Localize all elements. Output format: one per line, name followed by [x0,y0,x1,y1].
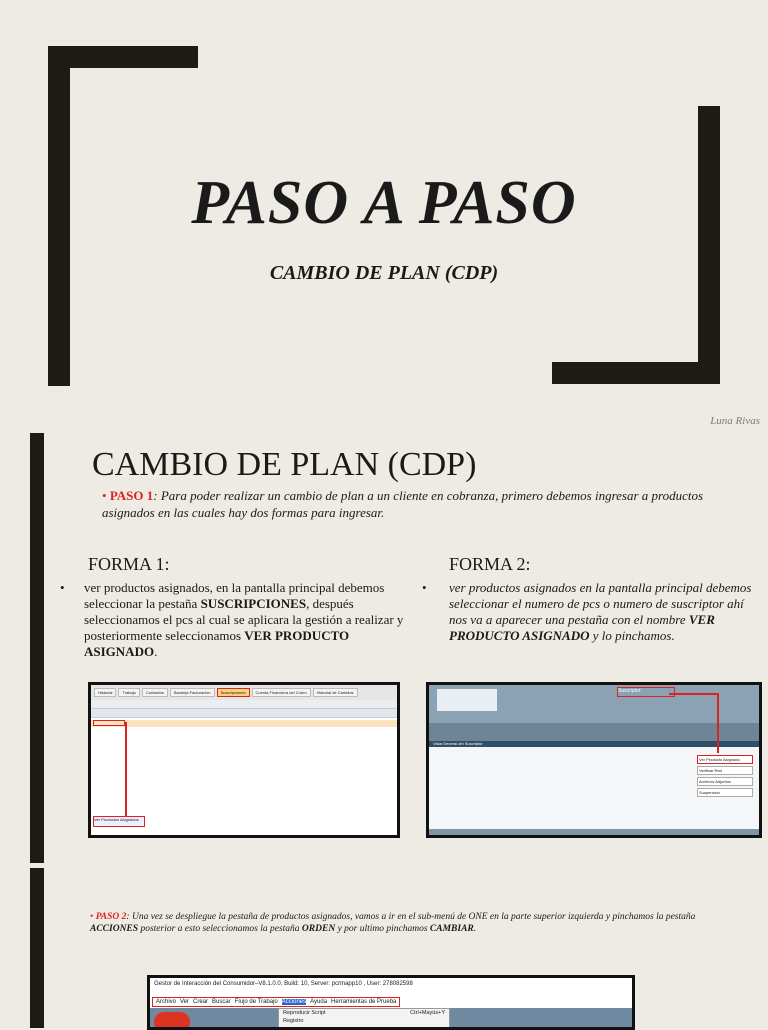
suspension-button[interactable]: Suspension [697,788,753,797]
forma1-bold-2: VER PRODUCTO ASIGNADO [84,628,350,659]
forma1-text-1: ver productos asignados, en la pantalla principal debemos seleccionar la pestaña [84,580,385,611]
ver-productos-asignados-button[interactable]: Ver Productos Asignados [93,816,145,827]
menu-archivo[interactable]: Archivo [156,999,177,1005]
subscriber-panel [429,747,759,829]
bullet-icon: • [102,488,107,503]
paso2-paragraph [90,911,730,935]
menu-bar [152,997,400,1007]
dropdown-item-shortcut: Ctrl+Mayús+Y [410,1010,445,1016]
app-logo [154,1012,190,1030]
highlight-box [93,720,125,726]
arrow-line [125,722,127,819]
tab-suscripciones[interactable]: Suscripciones [217,688,250,697]
filter-row [91,700,397,709]
forma1-paragraph [60,580,422,660]
menu-ayuda[interactable]: Ayuda [310,999,328,1005]
paso1-paragraph [102,487,722,521]
table-header [91,709,397,718]
tab-cuenta-financiera[interactable]: Cuenta Financiera del Cobro [252,688,311,697]
screenshot-forma1 [88,682,400,838]
menu-ver[interactable]: Ver [180,999,190,1005]
page-subtitle: CAMBIO DE PLAN (CDP) [269,262,499,284]
slide-accent-bar [30,433,44,863]
frame-bracket-bottom-right-horizontal [552,362,720,384]
table-row-selected[interactable] [91,720,397,727]
arrow-line-v [717,693,719,753]
tab-historial-cambios[interactable]: Historial de Cambios [313,688,358,697]
forma2-heading: FORMA 2: [449,554,531,574]
tab-bar [91,685,397,700]
menu-acciones[interactable]: Acciones [281,999,307,1005]
page-title: PASO A PASO [191,169,577,237]
screenshot-forma2 [426,682,762,838]
paso2-bold-2: ORDEN [301,924,336,934]
app-body [150,1008,632,1030]
dropdown-item-reproducir-script[interactable] [279,1009,449,1017]
paso2-text-3: y por ultimo pinchamos [335,924,430,934]
arrow-line-h [669,693,719,695]
forma1-heading: FORMA 1: [88,554,170,574]
paso2-text-1: : Una vez se despliegue la pestaña de productos asignados, vamos a ir en el sub-menú de ONE en la parte superior izquierda y pinchamos la pestaña [126,912,696,922]
dropdown-item-label: Reproducir Script [283,1010,326,1016]
author-name: Luna Rivas [710,415,760,427]
forma1-bold-1: SUSCRIPCIONES [200,596,307,611]
paso2-label: PASO 2 [95,912,127,922]
archivos-adjuntos-button[interactable]: Archivos Adjuntos [697,777,753,786]
tab-bandeja[interactable]: Bandeja Facturación [170,688,215,697]
forma2-text-1: ver productos asignados en la pantalla principal debemos seleccionar el numero de pcs o numero de suscriptor ahí nos va a aparecer una pestaña con el nombre [449,580,752,627]
paso2-text-4: . [473,924,477,934]
menu-crear[interactable]: Crear [193,999,209,1005]
bullet-icon: • [60,580,65,595]
toolbar [429,723,759,741]
menu-buscar[interactable]: Buscar [212,999,231,1005]
frame-bracket-top-left-horizontal [48,46,198,68]
suscriptor-field[interactable]: Suscriptor: [617,687,675,697]
forma1-text-3: . [154,644,158,659]
frame-bracket-bottom-right [698,106,720,384]
menu-herramientas[interactable]: Herramientas de Prueba [331,999,397,1005]
forma2-bold-1: VER PRODUCTO ASIGNADO [449,612,715,643]
forma2-paragraph [422,580,762,644]
forma1-text-2: , después seleccionamos el pcs al cual se aplicara la gestión a realizar y posteriormente seleccionamos [84,596,404,643]
tab-historial[interactable]: Historial [94,688,116,697]
tab-contactos[interactable]: Contactos [142,688,168,697]
screenshot-paso2 [147,975,635,1030]
verificar-red-button[interactable]: Verificar Red [697,766,753,775]
forma2-text-2: y lo pinchamos. [589,628,675,643]
window-title: Gestor de Interacción del Consumidor–V8.1.0.0, Build: 10, Server: pcrmapp10 , User: 278082598 [150,978,632,990]
paso2-bold-1: ACCIONES [90,924,139,934]
slide-accent-bar-lower [30,868,44,1028]
client-card [437,689,497,711]
bullet-icon: • [90,912,94,922]
bullet-icon: • [422,580,427,595]
dropdown-item-registro[interactable]: Registro [283,1018,304,1024]
section-bar: Vista General del Suscriptor [429,741,759,747]
acciones-dropdown [278,1008,450,1030]
ver-producto-asignado-button[interactable]: Ver Producto Asignado [697,755,753,764]
paso1-text: : Para poder realizar un cambio de plan a un cliente en cobranza, primero debemos ingresar a productos asignados en las cuales hay dos formas para ingresar. [102,488,704,520]
menu-flujo-trabajo[interactable]: Flujo de Trabajo [234,999,278,1005]
paso2-bold-3: CAMBIAR [429,924,474,934]
tab-trabajo[interactable]: Trabajo [118,688,139,697]
paso2-text-2: posterior a esto seleccionamos la pestaña [138,924,302,934]
section-heading: CAMBIO DE PLAN (CDP) [92,446,477,483]
client-header [429,685,759,723]
paso1-label: PASO 1 [109,488,154,503]
action-buttons [697,755,753,797]
